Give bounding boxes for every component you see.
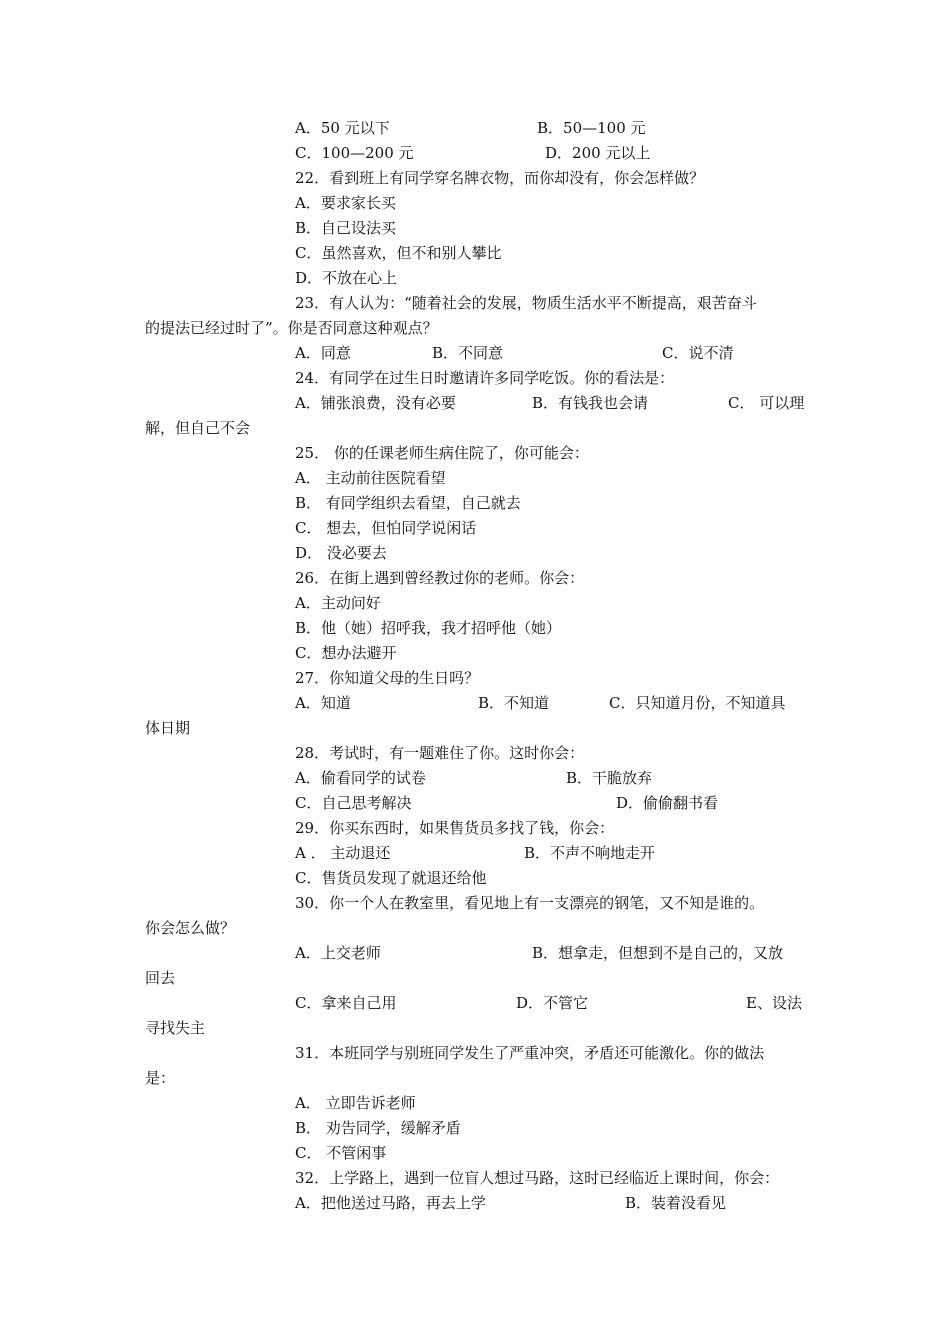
option-b: B．不知道: [478, 694, 550, 712]
q21-options-row-1: [0, 116, 950, 140]
q26-option-c: C．想办法避开: [295, 644, 397, 662]
q29-question: 29．你买东西时，如果售货员多找了钱，你会：: [295, 819, 615, 837]
q28-question: 28．考试时，有一题难住了你。这时你会：: [295, 744, 585, 762]
q25-question: 25． 你的任课老师生病住院了，你可能会：: [295, 444, 589, 462]
option-e: E、设法: [746, 994, 802, 1012]
option-a: A．同意: [295, 344, 351, 362]
q27-options: [0, 691, 950, 715]
q27-options-wrap: 体日期: [145, 719, 191, 737]
q31-option-c: C． 不管闲事: [295, 1144, 387, 1162]
option-c: C． 可以理: [728, 394, 805, 412]
q30-options-row-2: [0, 991, 950, 1015]
option-b: B．干脆放弃: [566, 769, 653, 787]
q23-question-line-1: 23．有人认为：“随着社会的发展，物质生活水平不断提高，艰苦奋斗: [295, 294, 757, 312]
q22-question: 22．看到班上有同学穿名牌衣物，而你却没有，你会怎样做？: [295, 169, 705, 187]
option-a: A．50 元以下: [295, 119, 390, 137]
q26-question: 26．在街上遇到曾经教过你的老师。你会：: [295, 569, 585, 587]
q31-option-a: A． 立即告诉老师: [295, 1094, 416, 1112]
q29-option-c: C．售货员发现了就退还给他: [295, 869, 487, 887]
q23-options: [0, 341, 950, 365]
option-c: C．自己思考解决: [295, 794, 412, 812]
option-c: C．只知道月份，不知道具: [609, 694, 786, 712]
option-a: A．偷看同学的试卷: [295, 769, 426, 787]
option-d: D．200 元以上: [545, 144, 651, 162]
q24-question: 24．有同学在过生日时邀请许多同学吃饭。你的看法是：: [295, 369, 675, 387]
q25-option-d: D． 没必要去: [295, 544, 387, 562]
option-b: B．有钱我也会请: [532, 394, 649, 412]
q23-question-line-2: 的提法已经过时了”。你是否同意这种观点？: [145, 319, 438, 337]
option-d: D．偷偷翻书看: [616, 794, 719, 812]
q22-option-b: B．自己设法买: [295, 219, 397, 237]
option-b: B．不同意: [432, 344, 504, 362]
option-b: B．50—100 元: [537, 119, 646, 137]
q25-option-b: B． 有同学组织去看望，自己就去: [295, 494, 521, 512]
q24-options: [0, 391, 950, 415]
q22-option-d: D．不放在心上: [295, 269, 398, 287]
q28-options-row-1: [0, 766, 950, 790]
q32-options: [0, 1191, 950, 1215]
option-c: C．拿来自己用: [295, 994, 397, 1012]
option-d: D．不管它: [516, 994, 589, 1012]
option-b: B．装着没看见: [625, 1194, 727, 1212]
option-a: A ． 主动退还: [295, 844, 391, 862]
q31-option-b: B． 劝告同学，缓解矛盾: [295, 1119, 461, 1137]
q30-options-row-1: [0, 941, 950, 965]
option-a: A．把他送过马路，再去上学: [295, 1194, 486, 1212]
q25-option-c: C． 想去，但怕同学说闲话: [295, 519, 477, 537]
q25-option-a: A． 主动前往医院看望: [295, 469, 446, 487]
q30-question-line-2: 你会怎么做？: [145, 919, 236, 937]
q30-options-wrap-2: 寻找失主: [145, 1019, 206, 1037]
q26-option-a: A．主动问好: [295, 594, 381, 612]
option-a: A．铺张浪费，没有必要: [295, 394, 456, 412]
q24-options-wrap: 解，但自己不会: [145, 419, 251, 437]
q30-question-line-1: 30．你一个人在教室里，看见地上有一支漂亮的钢笔，又不知是谁的。: [295, 894, 765, 912]
q28-options-row-2: [0, 791, 950, 815]
option-b: B．想拿走，但想到不是自己的，又放: [532, 944, 784, 962]
q22-option-c: C．虽然喜欢，但不和别人攀比: [295, 244, 502, 262]
q22-option-a: A．要求家长买: [295, 194, 396, 212]
q29-options-row-1: [0, 841, 950, 865]
option-b: B．不声不响地走开: [524, 844, 656, 862]
q32-question: 32．上学路上，遇到一位盲人想过马路，这时已经临近上课时间，你会：: [295, 1169, 780, 1187]
option-c: C．说不清: [662, 344, 734, 362]
q26-option-b: B．他（她）招呼我，我才招呼他（她）: [295, 619, 562, 637]
option-a: A．知道: [295, 694, 351, 712]
q31-question-line-1: 31．本班同学与别班同学发生了严重冲突，矛盾还可能激化。你的做法: [295, 1044, 765, 1062]
q30-options-wrap-1: 回去: [145, 969, 176, 987]
q21-options-row-2: [0, 141, 950, 165]
option-a: A．上交老师: [295, 944, 381, 962]
q27-question: 27．你知道父母的生日吗？: [295, 669, 480, 687]
option-c: C．100—200 元: [295, 144, 414, 162]
q31-question-line-2: 是：: [145, 1069, 176, 1087]
